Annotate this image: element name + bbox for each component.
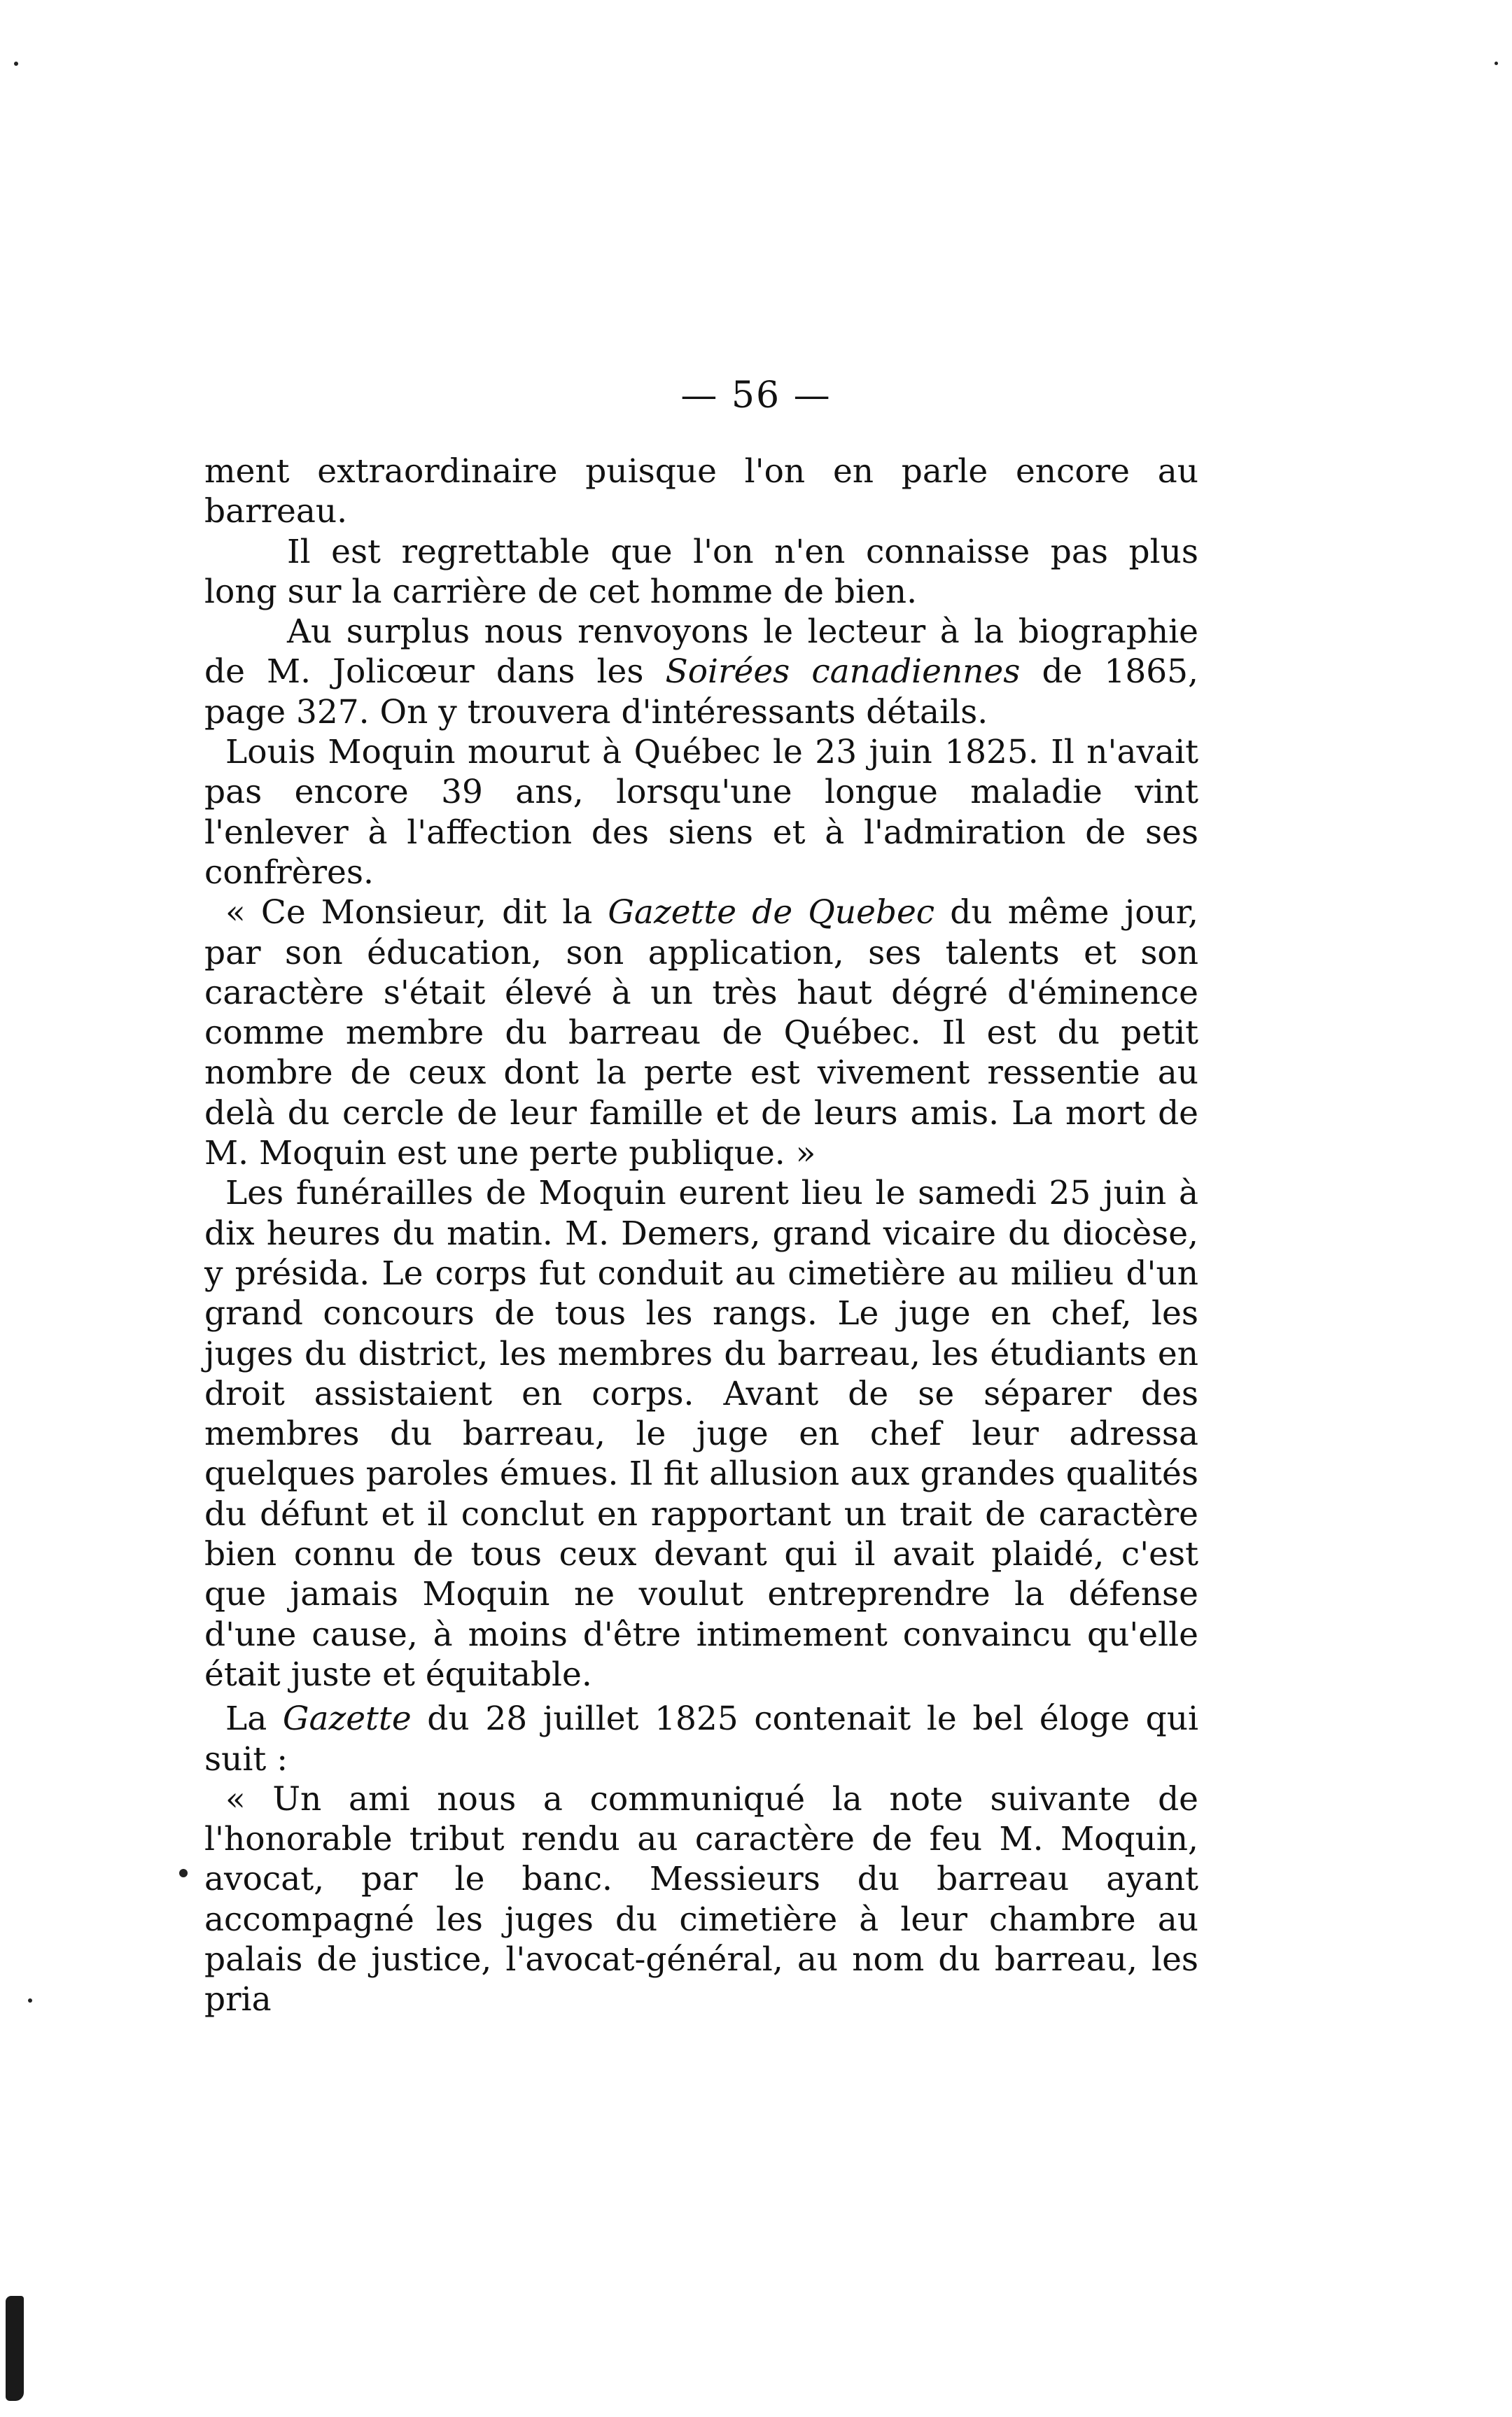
paragraph-8: « Un ami nous a communiqué la note suivante de l'honorable tribut rendu au caractère de feu M. Moquin, avocat, par le banc. Messieurs du barreau ayant accompagné les juges du cimetière à leur chambre au palais de justice, l'avocat-général, au nom du barreau, les pria xyxy=(204,1779,1198,2019)
scan-speck xyxy=(1494,62,1498,65)
scan-edge-mark xyxy=(6,2296,24,2401)
page-number: — 56 — xyxy=(680,374,832,416)
paragraph-4: Louis Moquin mourut à Québec le 23 juin 1825. Il n'avait pas encore 39 ans, lorsqu'une longue maladie vint l'enlever à l'affection des siens et à l'admiration de ses confrères. xyxy=(204,733,1198,892)
paragraph-7-before: La xyxy=(225,1700,283,1739)
body-text xyxy=(204,451,1198,2020)
paragraph-7 xyxy=(204,1699,1198,1779)
paragraph-3 xyxy=(204,612,1198,732)
paragraph-3-before: Au surplus nous renvoyons le lecteur à la biographie de M. Jolicœur dans les xyxy=(204,612,1198,692)
paragraph-5-before: « Ce Monsieur, dit la xyxy=(225,893,608,932)
paragraph-5-italic: Gazette de Quebec xyxy=(608,893,935,932)
paragraph-7-after: du 28 juillet 1825 contenait le bel éloge qui suit : xyxy=(204,1700,1199,1779)
paragraph-3-italic: Soirées canadiennes xyxy=(665,652,1021,692)
paragraph-2: Il est regrettable que l'on n'en connaisse pas plus long sur la carrière de cet homme de bien. xyxy=(204,532,1198,611)
paragraph-5-after: du même jour, par son éducation, son application, ses talents et son caractère s'était élevé à un très haut dégré d'éminence comme membre du barreau de Québec. Il est du petit nombre de ceux dont la perte est vivement ressentie au delà du cercle de leur famille et de leurs amis. La mort de M. Moquin est une perte publique. » xyxy=(204,893,1199,1173)
paragraph-3-after: de 1865, page 327. On y trouvera d'intéressants détails. xyxy=(204,652,1198,731)
scan-speck xyxy=(14,62,18,66)
paragraph-7-italic: Gazette xyxy=(282,1700,412,1739)
paragraph-1: ment extraordinaire puisque l'on en parle encore au barreau. xyxy=(204,452,1198,531)
paragraph-5 xyxy=(204,892,1198,1173)
paragraph-6: Les funérailles de Moquin eurent lieu le samedi 25 juin à dix heures du matin. M. Demers, grand vicaire du diocèse, y présida. Le corps fut conduit au cimetière au milieu d'un grand concours de tous les rangs. Le juge en chef, les juges du district, les membres du barreau, les étudiants en droit assistaient en corps. Avant de se séparer des membres du barreau, le juge en chef leur adressa quelques paroles émues. Il fit allusion aux grandes qualités du défunt et il conclut en rapportant un trait de caractère bien connu de tous ceux devant qui il avait plaidé, c'est que jamais Moquin ne voulut entreprendre la défense d'une cause, à moins d'être intimement convaincu qu'elle était juste et équitable. xyxy=(204,1174,1198,1694)
scan-speck xyxy=(179,1869,188,1877)
scan-speck xyxy=(28,1998,32,2003)
